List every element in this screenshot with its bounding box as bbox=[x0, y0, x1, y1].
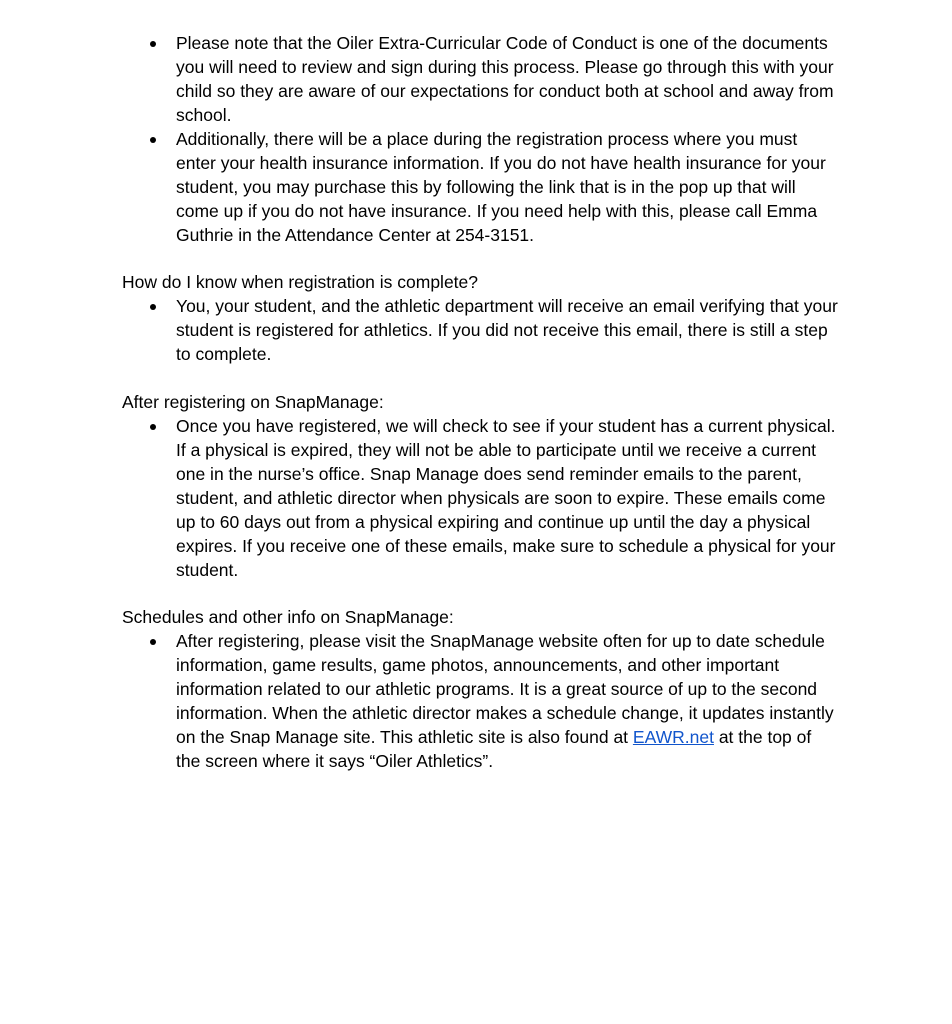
bullet-icon bbox=[150, 304, 156, 310]
eawr-link[interactable]: EAWR.net bbox=[632, 727, 714, 747]
list-item-text-before-link: After registering, please visit the SnapManage website often for up to date schedule information, game results, game photos, announcements, and other important information related to our athletic programs. It is a great source of up to the second information. When the athletic director makes a schedule change, it updates instantly on the Snap Manage site. This athletic site is also found at bbox=[176, 631, 834, 747]
after-list bbox=[148, 414, 838, 582]
list-item bbox=[148, 127, 838, 247]
complete-list bbox=[148, 294, 838, 366]
bullet-icon bbox=[150, 424, 156, 430]
registration-notes-list bbox=[148, 31, 838, 247]
section-heading-schedules: Schedules and other info on SnapManage: bbox=[122, 607, 454, 627]
list-item-text: Once you have registered, we will check to see if your student has a current physical. If a physical is expired, they will not be able to participate until we receive a current one in the nurse’s office. Snap Manage does send reminder emails to the parent, student, and athletic director when physicals are soon to expire. These emails come up to 60 days out from a physical expiring and continue up until the day a physical expires. If you receive one of these emails, make sure to schedule a physical for your student. bbox=[176, 416, 836, 580]
list-item bbox=[148, 414, 838, 582]
bullet-icon bbox=[150, 41, 156, 47]
bullet-icon bbox=[150, 137, 156, 143]
list-item bbox=[148, 294, 838, 366]
section-heading-complete: How do I know when registration is complete? bbox=[122, 272, 479, 292]
list-item-text-after-link: at the top of the screen where it says “Oiler Athletics”. bbox=[176, 727, 812, 771]
list-item-text: Please note that the Oiler Extra-Curricular Code of Conduct is one of the documents you will need to review and sign during this process. Please go through this with your child so they are aware of our expectations for conduct both at school and away from school. bbox=[176, 33, 834, 125]
section-heading-after: After registering on SnapManage: bbox=[122, 392, 384, 412]
list-item-text: You, your student, and the athletic department will receive an email verifying that your student is registered for athletics. If you did not receive this email, there is still a step to complete. bbox=[176, 296, 838, 364]
list-item bbox=[148, 31, 838, 127]
list-item bbox=[148, 629, 838, 773]
bullet-icon bbox=[150, 639, 156, 645]
schedules-list bbox=[148, 629, 838, 773]
list-item-text: Additionally, there will be a place during the registration process where you must enter your health insurance information. If you do not have health insurance for your student, you may purchase this by following the link that is in the pop up that will come up if you do not have insurance. If you need help with this, please call Emma Guthrie in the Attendance Center at 254-3151. bbox=[176, 129, 826, 245]
